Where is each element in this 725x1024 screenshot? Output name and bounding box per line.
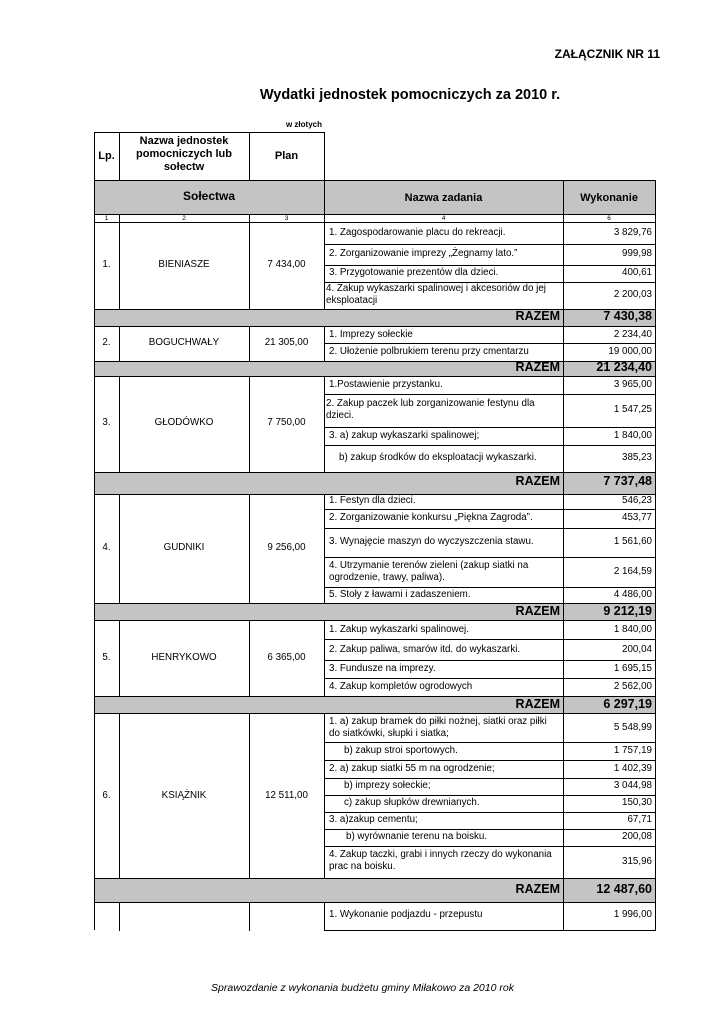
task-text: 3. Przygotowanie prezentów dla dzieci.: [329, 267, 499, 278]
task-value: 546,23: [622, 495, 652, 506]
unit-total: 21 234,40: [596, 360, 652, 374]
task-value: 400,61: [622, 267, 652, 278]
unit-plan: 9 256,00: [267, 542, 306, 553]
task-text: 1. Imprezy sołeckie: [329, 329, 413, 340]
task-value: 1 547,25: [613, 404, 652, 415]
task-text: 1. Zakup wykaszarki spalinowej.: [329, 624, 469, 635]
total-label: RAZEM: [515, 882, 560, 896]
unit-name: GŁODÓWKO: [154, 417, 214, 428]
task-text: 1. Wykonanie podjazdu - przepustu: [329, 909, 483, 920]
task-text: 2. Ułożenie polbrukiem terenu przy cmentarzu: [329, 346, 529, 357]
task-text: c) zakup słupków drewnianych.: [344, 797, 480, 808]
task-text: 2. Zakup paliwa, smarów itd. do wykaszarki.: [329, 644, 521, 655]
col-index: 6: [607, 215, 611, 222]
header-task: Nazwa zadania: [404, 192, 483, 204]
task-value: 453,77: [622, 512, 652, 523]
task-value: 3 829,76: [613, 227, 652, 238]
unit-label: w złotych: [285, 120, 322, 129]
task-value: 1 561,60: [613, 536, 652, 547]
task-text: 3. a)zakup cementu;: [329, 814, 418, 825]
task-value: 4 486,00: [613, 589, 652, 600]
col-index: 4: [441, 215, 446, 222]
task-text: 2. Zorganizowanie konkursu „Piękna Zagroda”.: [329, 512, 533, 523]
task-text: 2. a) zakup siatki 55 m na ogrodzenie;: [329, 763, 495, 774]
task-value: 19 000,00: [608, 346, 652, 357]
unit-total: 6 297,19: [603, 697, 652, 711]
unit-lp: 1.: [102, 259, 111, 270]
total-label: RAZEM: [515, 697, 560, 711]
task-text: 4. Zakup wykaszarki spalinowej i akcesoriów do jej eksploatacji: [326, 283, 546, 306]
total-label: RAZEM: [515, 604, 560, 618]
unit-plan: 7 434,00: [267, 259, 306, 270]
task-value: 1 996,00: [613, 909, 652, 920]
unit-lp: 4.: [102, 542, 111, 553]
header-lp: Lp.: [98, 150, 115, 162]
task-value: 2 234,40: [613, 329, 652, 340]
unit-name: KSIĄŻNIK: [161, 790, 207, 801]
task-text: 4. Utrzymanie terenów zieleni (zakup siatki na ogrodzenie, trawy, paliwa).: [329, 560, 529, 583]
page-title: Wydatki jednostek pomocniczych za 2010 r.: [259, 87, 561, 103]
total-label: RAZEM: [515, 474, 560, 488]
task-text: b) zakup stroi sportowych.: [344, 745, 458, 756]
task-text: 1. Zagospodarowanie placu do rekreacji.: [329, 227, 506, 238]
col-index: 1: [104, 215, 109, 222]
unit-name: BOGUCHWAŁY: [148, 337, 220, 348]
task-value: 1 840,00: [613, 624, 652, 635]
task-value: 67,71: [627, 814, 652, 825]
annex-label: ZAŁĄCZNIK NR 11: [554, 47, 660, 61]
unit-plan: 6 365,00: [267, 652, 306, 663]
task-value: 150,30: [622, 797, 652, 808]
unit-plan: 21 305,00: [264, 337, 309, 348]
col-index: 3: [284, 215, 289, 222]
unit-total: 7 737,48: [603, 474, 652, 488]
unit-name: BIENIASZE: [158, 259, 210, 270]
task-value: 1 402,39: [613, 763, 652, 774]
task-text: 2. Zorganizowanie imprezy „Żegnamy lato.”: [329, 248, 518, 259]
task-value: 2 200,03: [613, 289, 652, 300]
total-label: RAZEM: [515, 360, 560, 374]
unit-lp: 3.: [102, 417, 111, 428]
task-value: 1 757,19: [613, 745, 652, 756]
col-index: 2: [182, 215, 186, 222]
unit-lp: 6.: [102, 790, 111, 801]
header-exec: Wykonanie: [580, 192, 638, 204]
task-text: b) wyrównanie terenu na boisku.: [346, 831, 488, 842]
unit-plan: 7 750,00: [267, 417, 306, 428]
task-value: 315,96: [622, 856, 652, 867]
task-value: 385,23: [622, 452, 652, 463]
header-name: Nazwa jednostek pomocniczych lub sołectw: [136, 135, 232, 173]
task-value: 1 840,00: [613, 430, 652, 441]
task-value: 3 044,98: [613, 780, 652, 791]
task-text: 3. a) zakup wykaszarki spalinowej;: [329, 430, 480, 441]
total-label: RAZEM: [515, 309, 560, 323]
header-solectwa: Sołectwa: [182, 189, 236, 203]
unit-total: 12 487,60: [596, 882, 652, 896]
task-text: 1. Festyn dla dzieci.: [329, 495, 416, 506]
task-value: 3 965,00: [613, 379, 652, 390]
unit-lp: 2.: [102, 337, 111, 348]
unit-plan: 12 511,00: [265, 790, 308, 801]
task-value: 2 562,00: [613, 681, 652, 692]
task-text: b) imprezy sołeckie;: [344, 780, 431, 791]
unit-name: GUDNIKI: [163, 542, 205, 553]
task-value: 200,04: [622, 644, 652, 655]
task-text: 1.Postawienie przystanku.: [329, 379, 443, 390]
task-text: 3. Fundusze na imprezy.: [329, 663, 436, 674]
task-text: 3. Wynajęcie maszyn do wyczyszczenia stawu.: [329, 536, 534, 547]
unit-total: 7 430,38: [603, 309, 652, 323]
task-text: 4. Zakup taczki, grabi i innych rzeczy do wykonania prac na boisku.: [329, 849, 552, 872]
unit-lp: 5.: [102, 652, 111, 663]
task-value: 999,98: [622, 248, 652, 259]
unit-name: HENRYKOWO: [151, 652, 217, 663]
unit-total: 9 212,19: [603, 604, 652, 618]
task-value: 200,08: [622, 831, 652, 842]
task-text: 2. Zakup paczek lub zorganizowanie festynu dla dzieci.: [326, 398, 535, 421]
task-value: 1 695,15: [613, 663, 652, 674]
task-value: 5 548,99: [613, 722, 652, 733]
task-text: 1. a) zakup bramek do piłki nożnej, siatki oraz piłki do siatkówki, słupki i siatka;: [329, 716, 547, 739]
task-text: 4. Zakup kompletów ogrodowych: [329, 681, 473, 692]
page-footer: Sprawozdanie z wykonania budżetu gminy Miłakowo za 2010 rok: [211, 982, 514, 994]
task-text: 5. Stoły z ławami i zadaszeniem.: [329, 589, 471, 600]
task-text: b) zakup środków do eksploatacji wykaszarki.: [339, 452, 537, 463]
header-plan: Plan: [274, 150, 299, 162]
task-value: 2 164,59: [613, 566, 652, 577]
